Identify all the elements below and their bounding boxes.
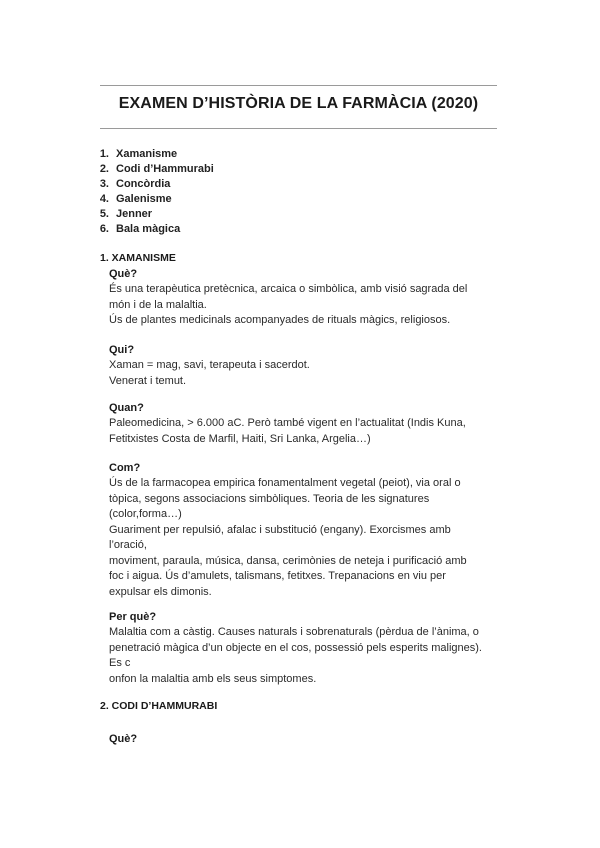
answer-text: Ús de la farmacopea empirica fonamentalment vegetal (peiot), via oral o tòpica, segons associacions simbòliques. Teoria de les signatures (color,forma…) Guariment per repulsió, afalac i substitució (engany). Exorcismes amb l’oració, moviment, paraula, música, dansa, cerimònies de neteja i purificació amb foc i aigua. Ús d’amulets, talismans, fetitxes. Trepanacions en viu per expulsar els dimonis. — [109, 477, 467, 598]
toc-number: 5. — [99, 208, 109, 220]
answer-text: Xaman = mag, savi, terapeuta i sacerdot. Venerat i temut. — [109, 359, 310, 387]
question-label: Per què? — [109, 611, 157, 623]
question-block-per-que — [109, 610, 529, 687]
toc-item — [90, 222, 214, 237]
toc-number: 1. — [99, 148, 109, 160]
question-block-qui — [109, 343, 529, 389]
page-title: EXAMEN D’HISTÒRIA DE LA FARMÀCIA (2020) — [118, 95, 479, 112]
toc-label: Xamanisme — [116, 148, 178, 160]
answer-text: És una terapèutica pretècnica, arcaica o simbòlica, amb visió sagrada del món i de la malaltia. Ús de plantes medicinals acompanyades de rituals màgics, religiosos. — [109, 283, 468, 326]
question-label: Quan? — [109, 402, 144, 414]
toc-item — [90, 207, 214, 222]
toc-label: Concòrdia — [116, 178, 171, 190]
toc-item — [90, 162, 214, 177]
toc-number: 4. — [99, 193, 109, 205]
toc-number: 6. — [99, 223, 109, 235]
title-rule-bottom — [100, 128, 497, 129]
question-block-quan — [109, 401, 529, 447]
toc-item — [90, 192, 214, 207]
question-label: Qui? — [109, 344, 135, 356]
toc-number: 3. — [99, 178, 109, 190]
section-heading-codi-hammurabi: 2. CODI D’HAMMURABI — [100, 700, 218, 712]
section-heading-xamanisme: 1. XAMANISME — [100, 252, 176, 264]
toc-item — [90, 177, 214, 192]
toc-number: 2. — [99, 163, 109, 175]
question-block-que-2 — [109, 732, 529, 747]
question-label: Què? — [109, 733, 138, 745]
question-block-com — [109, 461, 529, 600]
question-label: Com? — [109, 462, 141, 474]
question-label: Què? — [109, 268, 138, 280]
question-block-que — [109, 267, 529, 329]
title-rule-top — [100, 85, 497, 86]
answer-text: Paleomedicina, > 6.000 aC. Però també vigent en l’actualitat (Indis Kuna, Fetitxistes Costa de Marfil, Haiti, Sri Lanka, Argelia…) — [109, 417, 466, 445]
toc-label: Jenner — [116, 208, 153, 220]
answer-text: Malaltia com a càstig. Causes naturals i sobrenaturals (pèrdua de l’ànima, o penetració màgica d’un objecte en el cos, possessió pels esperits malignes). Es c onfon la malaltia amb els seus simptomes. — [109, 626, 482, 685]
toc-label: Codi d’Hammurabi — [116, 163, 214, 175]
toc-label: Bala màgica — [116, 223, 181, 235]
toc-item — [90, 147, 214, 162]
table-of-contents — [90, 147, 214, 237]
toc-label: Galenisme — [116, 193, 172, 205]
